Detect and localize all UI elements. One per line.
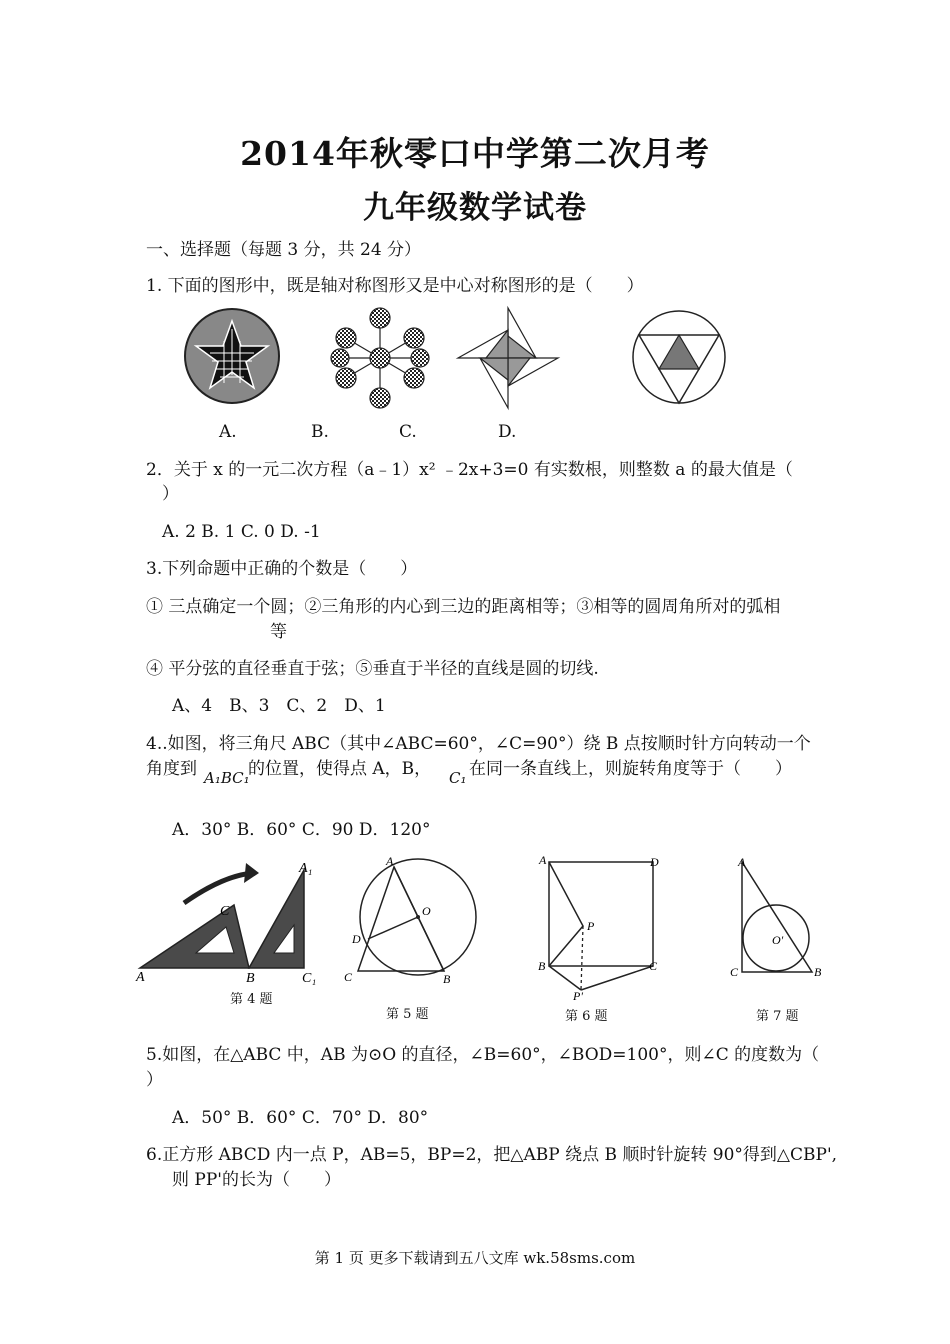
question-4-cont-a: 角度到 [146,759,197,779]
question-4-options: A．30° B．60° C．90 D．120° [172,820,431,840]
question-5: 5.如图，在△ABC 中，AB 为⊙O 的直径，∠B=60°，∠BOD=100°，则∠C 的度数为（ [146,1045,820,1065]
fig6-label-c: C [649,959,658,973]
question-3-statement-2: ④ 平分弦的直径垂直于弦；⑤垂直于半径的直线是圆的切线. [146,659,599,679]
q1-option-a: A. [219,422,237,442]
question-4: 4..如图，将三角尺 ABC（其中∠ABC=60°，∠C=90°）绕 B 点按顺时针方向转动一个 [146,734,811,754]
figure-6-caption: 第 6 题 [565,1009,608,1024]
fig6-label-p: P [587,919,595,933]
figure-7-caption: 第 7 题 [756,1009,799,1024]
question-4-symbol-c1: C₁ [449,769,467,787]
fig7-label-b: B [814,965,822,979]
question-4-cont-c: 在同一条直线上，则旋转角度等于（ ） [469,759,792,779]
q1-option-d: D. [498,422,517,442]
figure-5-circle-triangle [340,853,490,988]
figure-7-incircle [728,852,828,982]
question-3-statement-1-cont: 等 [270,622,287,642]
question-6: 6.正方形 ABCD 内一点 P，AB=5，BP=2，把△ABP 绕点 B 顺时针旋转 90°得到△CBP', [146,1145,838,1165]
figure-5-caption: 第 5 题 [386,1007,429,1022]
fig7-label-o-prime: O' [772,933,784,947]
fig7-label-c: C [730,965,739,979]
fig5-label-a: A [386,854,394,868]
q1-option-c: C. [399,422,417,442]
question-2-cont: ） [162,484,179,504]
question-5-options: A．50° B．60° C．70° D．80° [172,1108,429,1128]
question-3: 3.下列命题中正确的个数是（ ） [146,559,418,579]
question-4-symbol-a1bc1: A₁BC₁ [204,769,250,787]
exam-title: 2014年秋零口中学第二次月考 [240,134,710,173]
fig7-label-a: A [738,855,746,869]
exam-subtitle: 九年级数学试卷 [363,190,587,226]
question-3-options: A、4 B、3 C、2 D、1 [172,696,386,716]
figure-4-caption: 第 4 题 [230,992,273,1007]
fig6-label-d: D [650,855,659,869]
question-2-options: A. 2 B. 1 C. 0 D. -1 [162,522,321,542]
fig6-label-a: A [539,853,547,867]
fig6-label-b: B [538,959,546,973]
question-1: 1. 下面的图形中，既是轴对称图形又是中心对称图形的是（ ） [146,276,644,296]
question-3-statement-1: ① 三点确定一个圆；②三角形的内心到三边的距离相等；③相等的圆周角所对的弧相 [146,597,781,617]
q1-figure-d-triangle-circle [628,308,732,408]
question-5-cont: ） [146,1070,163,1090]
fig4-label-b: B [246,971,255,986]
section-heading: 一、选择题（每题 3 分，共 24 分） [146,240,422,260]
question-4-cont-b: 的位置，使得点 A，B， [248,759,432,779]
question-2: 2．关于 x 的一元二次方程（a﹣1）x² ﹣2x+3=0 有实数根，则整数 a 的最大值是（ [146,460,793,480]
fig5-label-c: C [344,970,353,984]
fig4-label-a: A [136,970,145,985]
q1-figure-b-flower [326,306,436,411]
q1-option-b: B. [311,422,329,442]
fig5-label-o: O [422,904,431,918]
page-footer: 第 1 页 更多下载请到五八文库 wk.58sms.com [314,1249,636,1267]
fig4-label-c1: C₁ [302,971,317,986]
q1-figure-c-pinwheel [448,302,568,414]
q1-figure-a-star [180,305,290,410]
fig6-label-p-prime: P' [573,989,583,1002]
fig4-label-c: C [220,904,230,919]
fig5-label-d: D [352,932,361,946]
fig5-label-b: B [443,972,451,986]
figure-6-square [537,852,667,1002]
fig4-label-a1: A₁ [299,861,313,876]
question-6-cont: 则 PP'的长为（ ） [172,1170,341,1190]
figure-4-set-squares [134,855,334,990]
